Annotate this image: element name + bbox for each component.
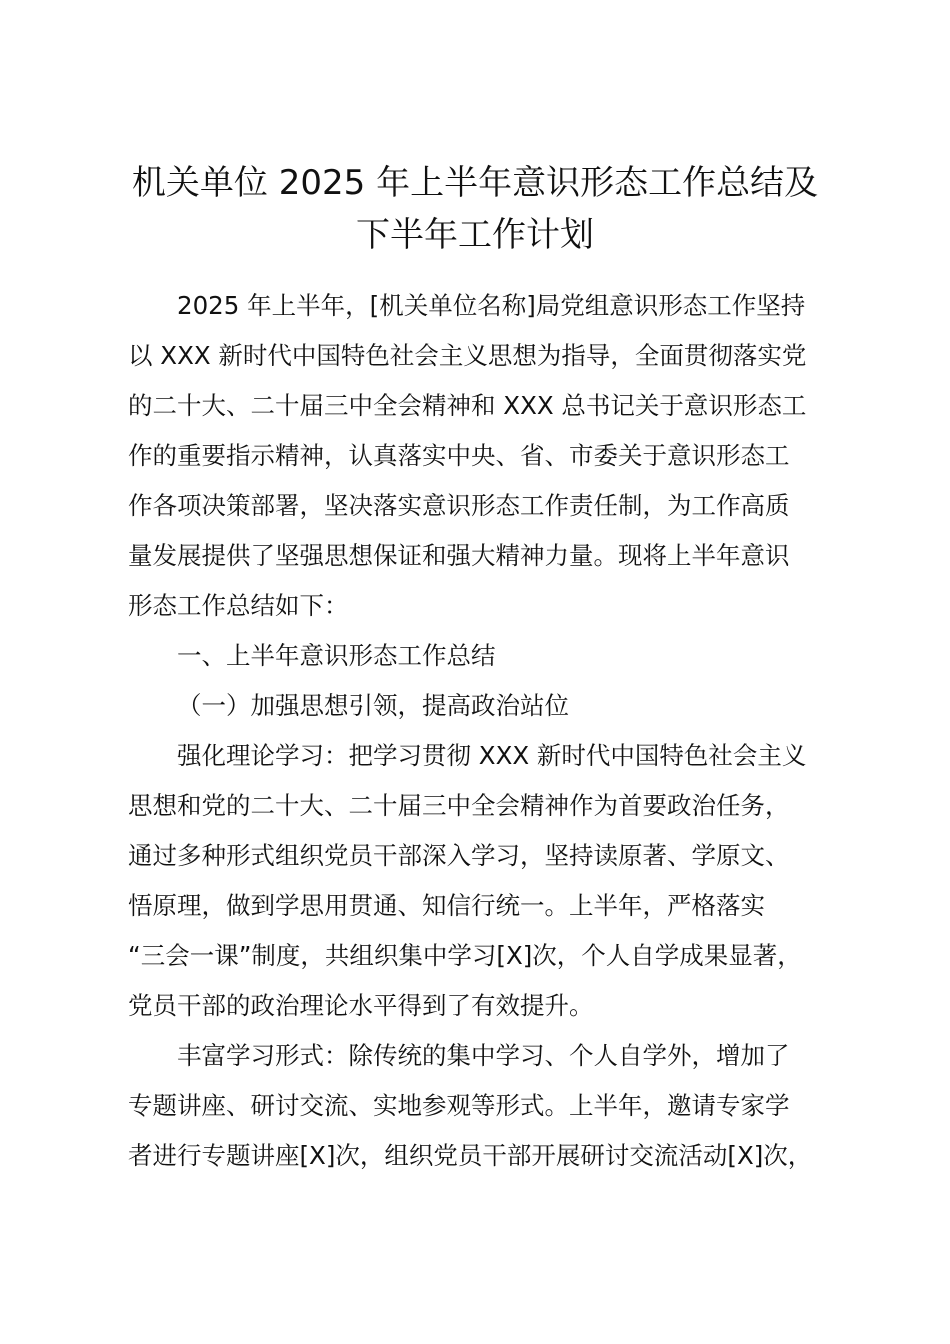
title-line: 机关单位 2025 年上半年意识形态工作总结及 <box>131 163 819 203</box>
document-title <box>100 157 850 261</box>
paragraph-line: 专题讲座、研讨交流、实地参观等形式。上半年，邀请专家学 <box>128 1091 790 1120</box>
heading-line: 一、上半年意识形态工作总结 <box>177 641 496 670</box>
paragraph-line: 通过多种形式组织党员干部深入学习，坚持读原著、学原文、 <box>128 841 790 870</box>
paragraph-line: 丰富学习形式：除传统的集中学习、个人自学外，增加了 <box>177 1041 790 1070</box>
paragraph-line: 的二十大、二十届三中全会精神和 XXX 总书记关于意识形态工 <box>128 391 807 420</box>
paragraph-line: “三会一课”制度，共组织集中学习[X]次，个人自学成果显著， <box>128 941 802 970</box>
heading-line: （一）加强思想引领，提高政治站位 <box>177 691 569 720</box>
paragraph-line: 以 XXX 新时代中国特色社会主义思想为指导，全面贯彻落实党 <box>128 341 807 370</box>
paragraph-line: 作各项决策部署，坚决落实意识形态工作责任制，为工作高质 <box>128 491 790 520</box>
paragraph-line: 思想和党的二十大、二十届三中全会精神作为首要政治任务， <box>128 791 790 820</box>
subsection-heading <box>128 681 832 731</box>
paragraph-theory-study <box>128 731 832 1031</box>
section-heading <box>128 631 832 681</box>
paragraph-line: 党员干部的政治理论水平得到了有效提升。 <box>128 991 594 1020</box>
paragraph-line: 强化理论学习：把学习贯彻 XXX 新时代中国特色社会主义 <box>177 741 807 770</box>
paragraph-line: 2025 年上半年，[机关单位名称]局党组意识形态工作坚持 <box>177 291 806 320</box>
paragraph-learning-forms <box>128 1031 832 1181</box>
paragraph-line: 作的重要指示精神，认真落实中央、省、市委关于意识形态工 <box>128 441 790 470</box>
paragraph-line: 悟原理，做到学思用贯通、知信行统一。上半年，严格落实 <box>128 891 765 920</box>
paragraph-intro <box>128 281 832 631</box>
title-line: 下半年工作计划 <box>356 215 594 255</box>
paragraph-line: 量发展提供了坚强思想保证和强大精神力量。现将上半年意识 <box>128 541 790 570</box>
document-body <box>128 281 832 1181</box>
paragraph-line: 者进行专题讲座[X]次，组织党员干部开展研讨交流活动[X]次， <box>128 1141 813 1170</box>
paragraph-line: 形态工作总结如下： <box>128 591 349 620</box>
